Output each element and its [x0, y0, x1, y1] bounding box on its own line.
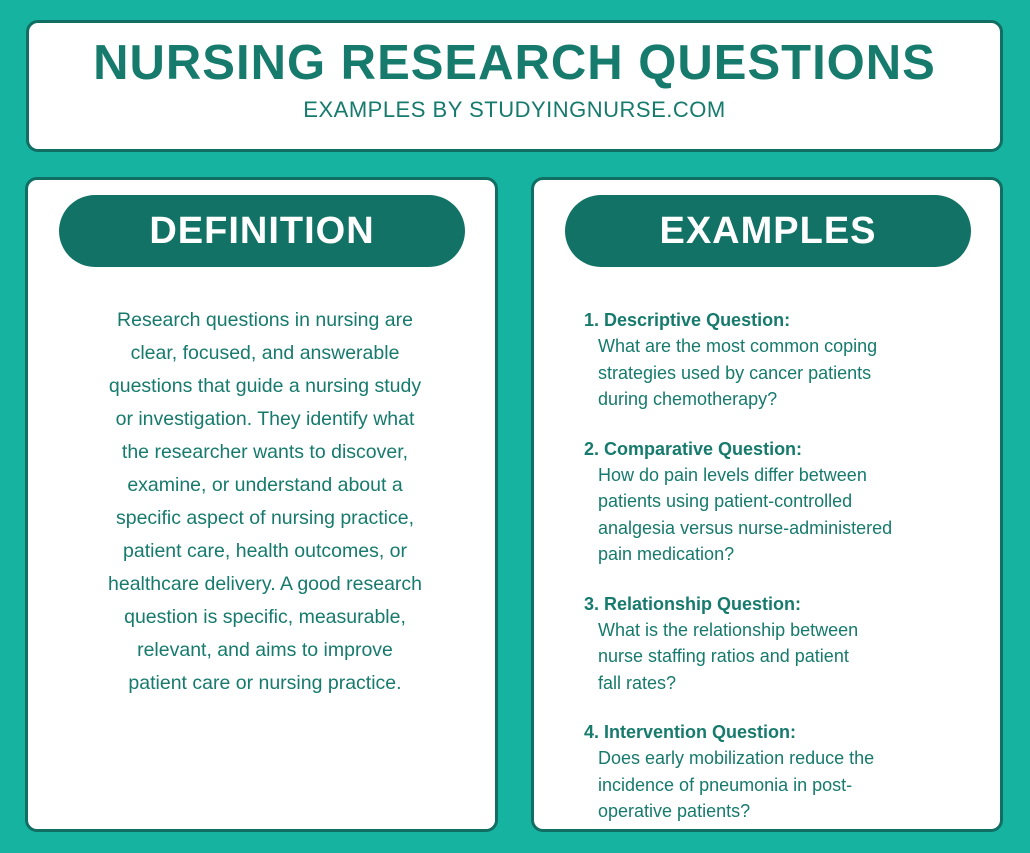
example-line: How do pain levels differ between	[598, 464, 867, 485]
example-line: analgesia versus nurse-administered	[598, 517, 893, 538]
page-title: NURSING RESEARCH QUESTIONS	[93, 36, 936, 90]
definition-line: patient care or nursing practice.	[128, 672, 402, 694]
definition-line: questions that guide a nursing study	[108, 375, 422, 397]
example-line: fall rates?	[598, 672, 677, 693]
definition-line: healthcare delivery. A good research	[108, 573, 422, 595]
definition-line: specific aspect of nursing practice,	[115, 507, 415, 529]
page-subtitle: EXAMPLES BY STUDYINGNURSE.COM	[303, 97, 726, 122]
example-text	[584, 333, 1003, 413]
example-line: during chemotherapy?	[598, 389, 778, 409]
definition-line: patient care, health outcomes, or	[123, 540, 407, 562]
example-title: 2. Comparative Question:	[584, 438, 803, 459]
example-item	[584, 719, 1003, 825]
definition-text	[80, 304, 450, 700]
definition-line: examine, or understand about a	[127, 474, 403, 496]
examples-heading: EXAMPLES	[565, 195, 971, 267]
example-line: patients using patient-controlled	[598, 491, 853, 511]
header-panel	[26, 20, 1003, 152]
example-line: operative patients?	[598, 801, 751, 821]
example-item	[584, 591, 1003, 697]
example-line: Does early mobilization reduce the	[598, 748, 875, 768]
example-line: nurse staffing ratios and patient	[598, 646, 849, 666]
definition-line: or investigation. They identify what	[115, 408, 415, 430]
examples-list	[584, 307, 1003, 832]
example-text	[584, 462, 1003, 568]
definition-line: the researcher wants to discover,	[121, 441, 409, 463]
definition-line: relevant, and aims to improve	[137, 639, 393, 661]
example-text	[584, 617, 1003, 697]
example-title: 1. Descriptive Question:	[584, 310, 791, 330]
example-item	[584, 436, 1003, 568]
example-line: What is the relationship between	[598, 619, 859, 640]
definition-heading: DEFINITION	[59, 195, 465, 267]
example-line: strategies used by cancer patients	[598, 362, 872, 383]
example-text	[584, 745, 1003, 825]
example-title: 3. Relationship Question:	[584, 593, 802, 614]
examples-panel	[531, 177, 1003, 832]
definition-panel	[25, 177, 498, 832]
example-line: What are the most common coping	[598, 336, 878, 356]
example-title: 4. Intervention Question:	[584, 722, 797, 742]
example-line: incidence of pneumonia in post-	[598, 774, 853, 795]
example-item	[584, 307, 1003, 413]
definition-line: clear, focused, and answerable	[130, 342, 400, 364]
definition-line: question is specific, measurable,	[124, 606, 406, 628]
example-line: pain medication?	[598, 544, 735, 564]
definition-line: Research questions in nursing are	[117, 309, 413, 331]
